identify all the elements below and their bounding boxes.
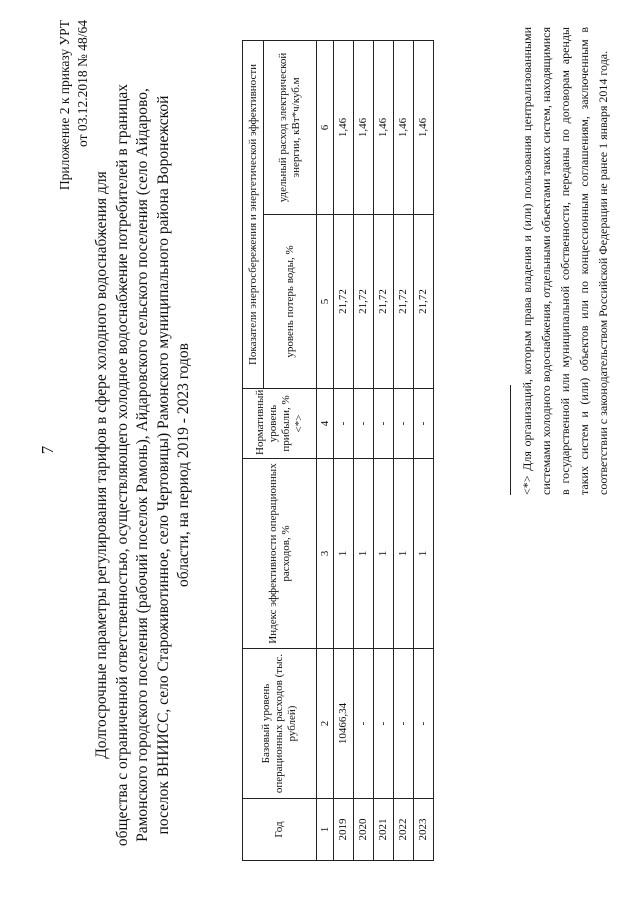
cell-profit-level: - xyxy=(354,389,374,459)
cell-year: 2019 xyxy=(334,799,354,861)
table-row xyxy=(394,40,414,860)
title-line: общества с ограниченной ответственностью, осуществляющего холодное водоснабжение потребителей в границах xyxy=(113,83,131,847)
footnote-separator xyxy=(510,385,511,495)
cell-efficiency-index: 1 xyxy=(394,459,414,649)
cell-water-loss: 21,72 xyxy=(334,215,354,389)
cell-base-level: 10466,34 xyxy=(334,649,354,799)
title-line: Долгосрочные параметры регулирования тарифов в сфере холодного водоснабжения для xyxy=(93,171,110,759)
header-energy-consumption: удельный расход электрической энергии, кВт*ч/куб.м xyxy=(264,40,317,214)
cell-base-level: - xyxy=(354,649,374,799)
header-efficiency-index: Индекс эффективности операционных расходов, % xyxy=(243,459,317,649)
cell-energy-consumption: 1,46 xyxy=(414,40,434,214)
cell-energy-consumption: 1,46 xyxy=(394,40,414,214)
cell-year: 2022 xyxy=(394,799,414,861)
cell-year: 2021 xyxy=(374,799,394,861)
cell-efficiency-index: 1 xyxy=(414,459,434,649)
column-number: 3 xyxy=(317,459,334,649)
cell-base-level: - xyxy=(394,649,414,799)
cell-year: 2020 xyxy=(354,799,374,861)
column-number: 5 xyxy=(317,215,334,389)
column-number-row xyxy=(317,40,334,860)
appendix-line: Приложение 2 к приказу УРТ xyxy=(57,20,72,191)
document-title xyxy=(92,55,195,875)
table-row xyxy=(354,40,374,860)
cell-profit-level: - xyxy=(414,389,434,459)
cell-efficiency-index: 1 xyxy=(334,459,354,649)
column-number: 2 xyxy=(317,649,334,799)
cell-efficiency-index: 1 xyxy=(354,459,374,649)
cell-efficiency-index: 1 xyxy=(374,459,394,649)
header-base-level: Базовый уровень операционных расходов (тыс. рублей) xyxy=(243,649,317,799)
table-row xyxy=(414,40,434,860)
table-row xyxy=(374,40,394,860)
cell-profit-level: - xyxy=(394,389,414,459)
page-number: 7 xyxy=(38,445,57,455)
footnote: <*> Для организаций, которым права владения и (или) пользования централизованными системами холодного водоснабжения, отдельными объектами таких систем, находящимися в государственной или муниципальной собственности, переданы по договорам аренды таких систем и (или) объектов или по концессионным соглашениям, заключенным в соответствии с законодательством Российской Федерации не ранее 1 января 2014 года. xyxy=(520,27,610,495)
column-number: 4 xyxy=(317,389,334,459)
column-number: 6 xyxy=(317,40,334,214)
cell-year: 2023 xyxy=(414,799,434,861)
header-water-loss: уровень потерь воды, % xyxy=(264,215,317,389)
header-year: Год xyxy=(243,799,317,861)
cell-energy-consumption: 1,46 xyxy=(354,40,374,214)
cell-energy-consumption: 1,46 xyxy=(334,40,354,214)
title-line: области, на период 2019 - 2023 годов xyxy=(175,343,192,587)
cell-water-loss: 21,72 xyxy=(394,215,414,389)
cell-energy-consumption: 1,46 xyxy=(374,40,394,214)
cell-water-loss: 21,72 xyxy=(354,215,374,389)
cell-base-level: - xyxy=(374,649,394,799)
cell-base-level: - xyxy=(414,649,434,799)
table-row xyxy=(334,40,354,860)
header-profit-level: Нормативный уровень прибыли, % <*> xyxy=(243,389,317,459)
table-header-row xyxy=(243,40,264,860)
cell-profit-level: - xyxy=(334,389,354,459)
cell-water-loss: 21,72 xyxy=(414,215,434,389)
title-line: поселок ВНИИСС, село Староживотинное, село Чертовицы) Рамонского муниципального района Воронежской xyxy=(154,95,172,835)
cell-water-loss: 21,72 xyxy=(374,215,394,389)
parameters-table xyxy=(242,40,434,861)
cell-profit-level: - xyxy=(374,389,394,459)
appendix-header xyxy=(56,20,92,260)
title-line: Рамонского городского поселения (рабочий поселок Рамонь), Айдаровского сельского поселения (село Айдарово, xyxy=(134,88,151,842)
column-number: 1 xyxy=(317,799,334,861)
header-energy-group: Показатели энергосбережения и энергетической эффективности xyxy=(243,40,264,388)
order-date-line: от 03.12.2018 № 48/64 xyxy=(75,20,90,147)
